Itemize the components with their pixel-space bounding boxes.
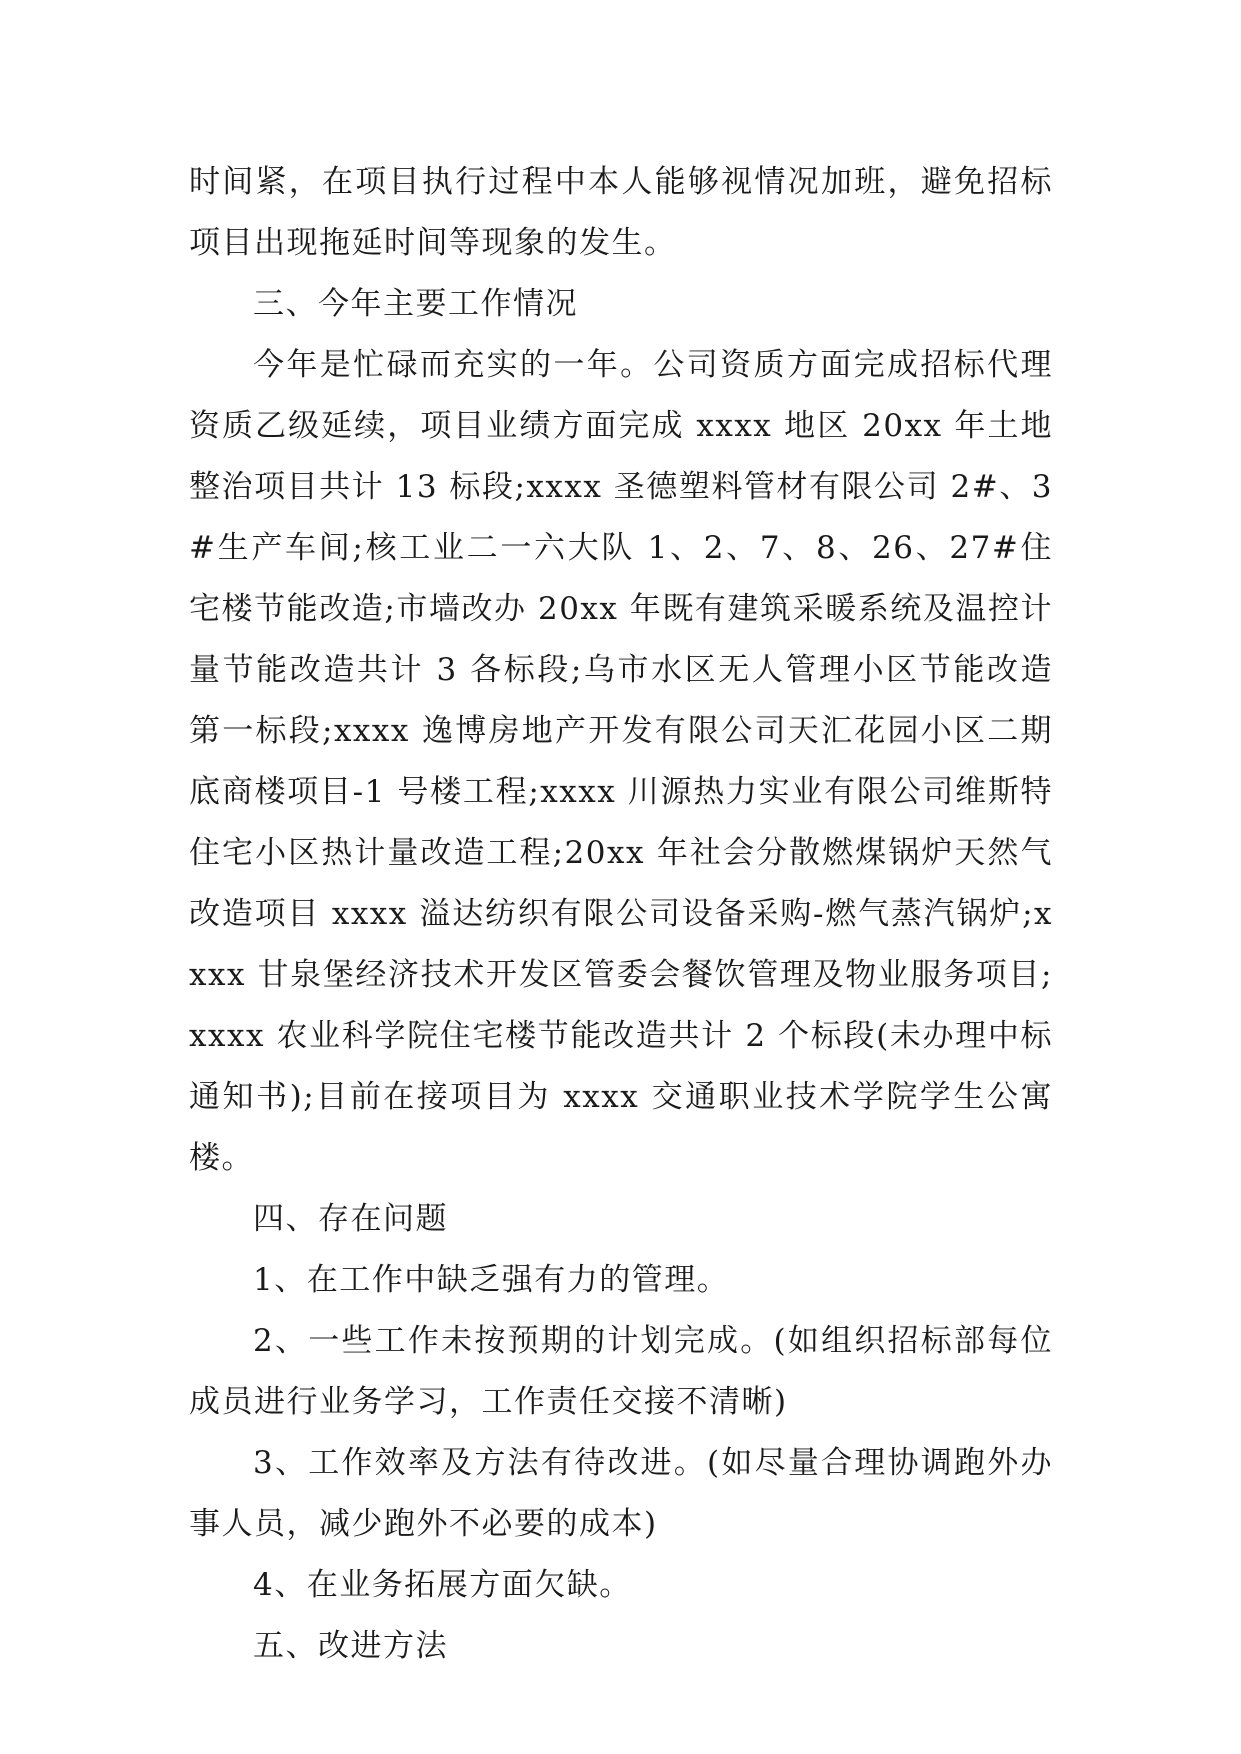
document-body <box>189 152 1053 1677</box>
section-heading-5: 五、改进方法 <box>253 1628 448 1664</box>
problem-item-1: 1、在工作中缺乏强有力的管理。 <box>253 1262 730 1298</box>
section-heading-4: 四、存在问题 <box>253 1201 448 1237</box>
paragraph-main-work: 今年是忙碌而充实的一年。公司资质方面完成招标代理资质乙级延续，项目业绩方面完成 xxxx 地区 20xx 年土地整治项目共计 13 标段;xxxx 圣德塑料管材有限公司 2#、3#生产车间;核工业二一六大队 1、2、7、8、26、27#住宅楼节能改造;市墙改办 20xx 年既有建筑采暖系统及温控计量节能改造共计 3 各标段;乌市水区无人管理小区节能改造第一标段;xxxx 逸博房地产开发有限公司天汇花园小区二期底商楼项目-1 号楼工程;xxxx 川源热力实业有限公司维斯特住宅小区热计量改造工程;20xx 年社会分散燃煤锅炉天然气改造项目 xxxx 溢达纺织有限公司设备采购-燃气蒸汽锅炉;xxxx 甘泉堡经济技术开发区管委会餐饮管理及物业服务项目;xxxx 农业科学院住宅楼节能改造共计 2 个标段(未办理中标通知书);目前在接项目为 xxxx 交通职业技术学院学生公寓楼。 <box>189 347 1053 1176</box>
problem-item-4: 4、在业务拓展方面欠缺。 <box>253 1567 632 1603</box>
section-heading-3: 三、今年主要工作情况 <box>253 286 578 322</box>
problem-item-2: 2、一些工作未按预期的计划完成。(如组织招标部每位成员进行业务学习，工作责任交接不清晰) <box>189 1323 1053 1420</box>
paragraph-continuation: 时间紧，在项目执行过程中本人能够视情况加班，避免招标项目出现拖延时间等现象的发生。 <box>189 164 1053 261</box>
problem-item-3: 3、工作效率及方法有待改进。(如尽量合理协调跑外办事人员，减少跑外不必要的成本) <box>189 1445 1053 1542</box>
